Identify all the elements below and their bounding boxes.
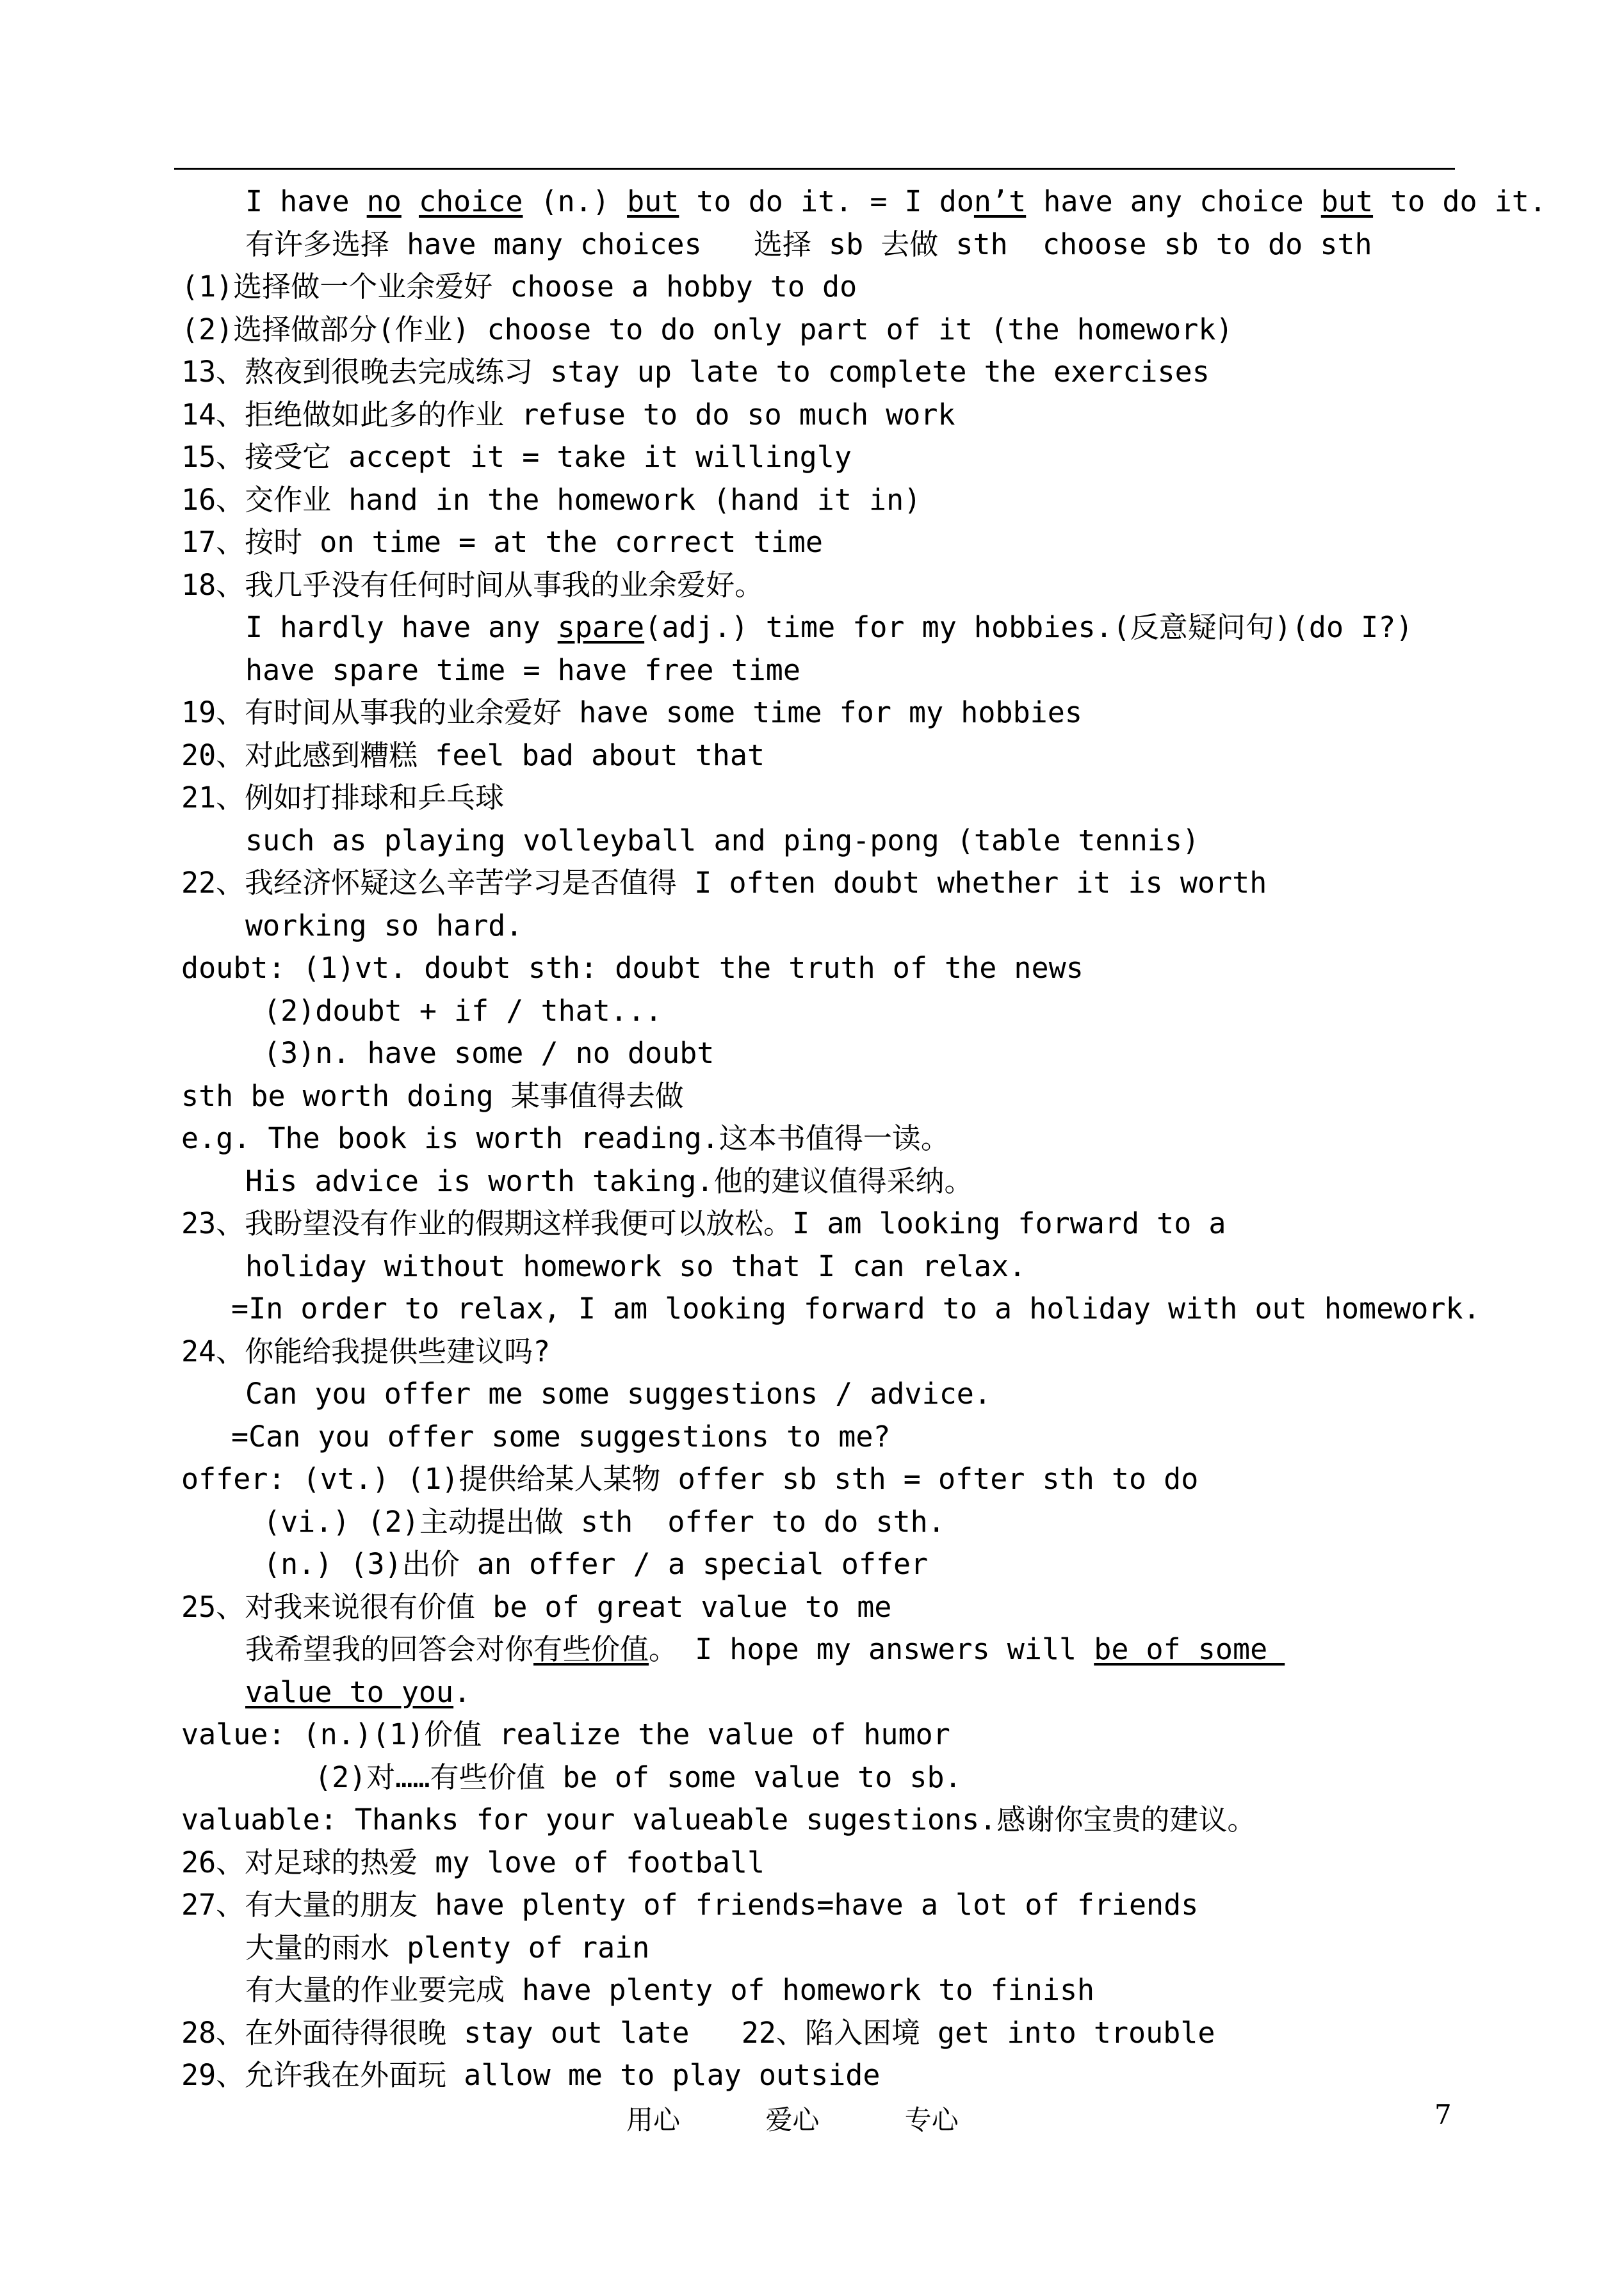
text-segment: to do it. — [1373, 184, 1547, 218]
header-rule — [174, 168, 1455, 170]
text-line — [181, 1543, 1456, 1586]
text-segment: valuable: Thanks for your valueable sugestions.感谢你宝贵的建议。 — [181, 1803, 1256, 1837]
text-line — [181, 990, 1456, 1033]
text-segment: (2)doubt + if / that... — [263, 993, 663, 1028]
text-segment — [402, 184, 419, 218]
text-segment: doubt: (1)vt. doubt sth: doubt the truth of the news — [181, 951, 1084, 985]
text-line — [181, 521, 1456, 564]
text-segment: (2)选择做部分(作业) choose to do only part of it (the homework) — [181, 312, 1233, 346]
text-line — [181, 820, 1456, 863]
text-segment: 13、熬夜到很晚去完成练习 stay up late to complete the exercises — [181, 355, 1210, 389]
text-segment: 14、拒绝做如此多的作业 refuse to do so much work — [181, 397, 955, 432]
text-segment: (2)对……有些价值 be of some value to sb. — [314, 1760, 962, 1794]
text-segment: to do it. = I do — [679, 184, 974, 218]
text-line — [181, 606, 1456, 649]
text-segment: 26、对足球的热爱 my love of football — [181, 1845, 765, 1879]
text-line — [181, 1842, 1456, 1885]
text-segment: His advice is worth taking.他的建议值得采纳。 — [245, 1164, 973, 1198]
text-line — [181, 1416, 1456, 1459]
text-segment: 20、对此感到糟糕 feel bad about that — [181, 738, 765, 772]
page-number: 7 — [1434, 2099, 1452, 2130]
underlined-text: value to you — [245, 1675, 454, 1709]
text-segment: holiday without homework so that I can relax. — [245, 1249, 1027, 1283]
text-line — [181, 351, 1456, 394]
text-segment: . — [453, 1675, 471, 1709]
text-segment: =Can you offer some suggestions to me? — [231, 1419, 891, 1454]
text-line — [181, 1501, 1456, 1544]
text-segment: I hardly have any — [245, 610, 558, 644]
footer-motto: 用心 — [626, 2104, 681, 2136]
text-line — [181, 1458, 1456, 1501]
text-line — [181, 479, 1456, 522]
text-segment: 25、对我来说很有价值 be of great value to me — [181, 1589, 892, 1624]
text-line — [181, 1288, 1481, 1331]
text-segment: (n.) — [523, 184, 628, 218]
text-segment: (1)选择做一个业余爱好 choose a hobby to do — [181, 270, 857, 304]
text-segment: 28、在外面待得很晚 stay out late 22、陷入困境 get into trouble — [181, 2015, 1215, 2050]
document-body — [181, 181, 1547, 2097]
text-segment: 24、你能给我提供些建议吗? — [181, 1334, 551, 1368]
footer-motto: 专心 — [904, 2104, 959, 2136]
text-line — [181, 734, 1456, 777]
text-segment: 我希望我的回答会对你 — [245, 1632, 534, 1666]
text-line — [181, 1373, 1456, 1416]
underlined-text: no — [366, 184, 402, 218]
text-segment: 29、允许我在外面玩 allow me to play outside — [181, 2058, 881, 2092]
underlined-text: be of some — [1094, 1632, 1285, 1666]
underlined-text: spare — [557, 610, 645, 644]
text-line — [181, 1117, 1456, 1160]
text-segment: e.g. The book is worth reading.这本书值得一读。 — [181, 1121, 950, 1155]
text-line — [181, 1628, 1456, 1671]
text-line — [181, 905, 1456, 948]
text-segment: have any choice — [1026, 184, 1321, 218]
underlined-text: n’t — [973, 184, 1027, 218]
underlined-text: but — [627, 184, 679, 218]
text-line — [181, 1331, 1456, 1374]
underlined-text: but — [1320, 184, 1374, 218]
text-segment: (n.) (3)出价 an offer / a special offer — [263, 1547, 929, 1581]
text-segment: 有大量的作业要完成 have plenty of homework to finish — [245, 1973, 1095, 2007]
text-line — [181, 1799, 1456, 1842]
text-line — [181, 394, 1456, 437]
text-line — [181, 309, 1456, 352]
text-line — [181, 436, 1456, 479]
text-line — [181, 1714, 1456, 1756]
text-line — [181, 1032, 1456, 1075]
text-line — [181, 1160, 1456, 1203]
text-line — [181, 1969, 1456, 2012]
text-segment: (adj.) time for my hobbies.(反意疑问句)(do I?) — [644, 610, 1413, 644]
underlined-text: 有些价值 — [533, 1632, 649, 1666]
text-segment: sth be worth doing 某事值得去做 — [181, 1078, 684, 1113]
text-segment: 15、接受它 accept it = take it willingly — [181, 440, 852, 474]
text-segment: working so hard. — [245, 908, 523, 943]
text-segment: value: (n.)(1)价值 realize the value of humor — [181, 1717, 950, 1751]
footer-motto: 爱心 — [765, 2104, 820, 2136]
text-line — [181, 1756, 1456, 1799]
text-segment: 。 I hope my answers will — [649, 1632, 1094, 1666]
text-segment: 17、按时 on time = at the correct time — [181, 525, 823, 559]
text-segment: 有许多选择 have many choices 选择 sb 去做 sth choose sb to do sth — [245, 227, 1372, 261]
text-line — [181, 1884, 1456, 1927]
page-footer — [0, 2099, 1624, 2137]
text-segment: 18、我几乎没有任何时间从事我的业余爱好。 — [181, 567, 764, 602]
text-segment: (vi.) (2)主动提出做 sth offer to do sth. — [263, 1504, 945, 1539]
text-segment: 19、有时间从事我的业余爱好 have some time for my hobbies — [181, 695, 1082, 729]
text-segment: I have — [245, 184, 367, 218]
text-line — [181, 692, 1456, 734]
text-line — [181, 862, 1456, 905]
text-line — [181, 1586, 1456, 1629]
text-line — [181, 2054, 1456, 2097]
text-segment: have spare time = have free time — [245, 653, 800, 687]
text-segment: 22、我经济怀疑这么辛苦学习是否值得 I often doubt whether it is worth — [181, 866, 1267, 900]
text-segment: such as playing volleyball and ping-pong (table tennis) — [245, 823, 1200, 857]
text-line — [181, 2012, 1456, 2055]
text-segment: (3)n. have some / no doubt — [263, 1036, 715, 1070]
text-line — [181, 181, 1547, 223]
text-line — [181, 1245, 1456, 1288]
text-segment: Can you offer me some suggestions / advice. — [245, 1377, 991, 1411]
text-line — [181, 564, 1456, 607]
text-line — [181, 266, 1456, 309]
text-segment: 27、有大量的朋友 have plenty of friends=have a lot of friends — [181, 1888, 1199, 1922]
text-line — [181, 223, 1456, 266]
text-segment: offer: (vt.) (1)提供给某人某物 offer sb sth = ofter sth to do — [181, 1462, 1199, 1496]
text-segment: 16、交作业 hand in the homework (hand it in) — [181, 482, 922, 517]
text-segment: 23、我盼望没有作业的假期这样我便可以放松。I am looking forward to a — [181, 1206, 1226, 1240]
text-line — [181, 777, 1456, 820]
underlined-text: choice — [418, 184, 523, 218]
text-segment: =In order to relax, I am looking forward to a holiday with out homework. — [231, 1292, 1481, 1326]
footer-mottos — [626, 2099, 1035, 2137]
text-line — [181, 1203, 1456, 1245]
text-line — [181, 1671, 1456, 1714]
text-line — [181, 1927, 1456, 1970]
text-segment: 大量的雨水 plenty of rain — [245, 1930, 650, 1965]
text-segment: 21、例如打排球和乒乓球 — [181, 781, 505, 815]
text-line — [181, 947, 1456, 990]
text-line — [181, 649, 1456, 692]
text-line — [181, 1075, 1456, 1118]
